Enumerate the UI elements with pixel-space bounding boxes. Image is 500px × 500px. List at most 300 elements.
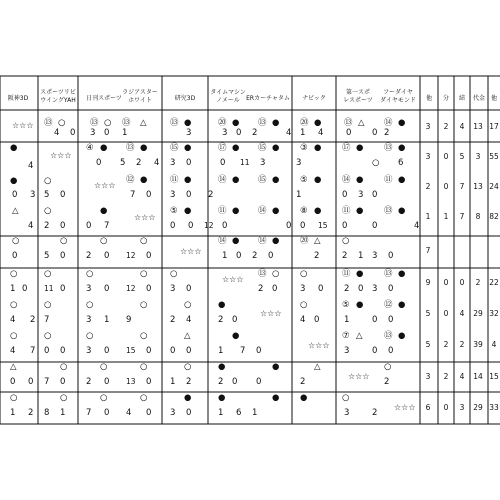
horse-number: ⑭ <box>384 118 393 128</box>
prediction-mark: ● <box>232 175 240 185</box>
prediction-mark: ● <box>10 143 18 153</box>
prediction-mark: ● <box>232 143 240 153</box>
cell-value: 1 <box>358 251 364 261</box>
cell-value: 11 <box>240 158 250 167</box>
cell-value: 2 <box>218 315 224 325</box>
prediction-mark: ● <box>398 300 406 310</box>
prediction-mark: ○ <box>60 393 68 403</box>
prediction-mark: ● <box>272 143 280 153</box>
column-header: ナビック <box>302 95 326 102</box>
prediction-mark: ○ <box>60 362 68 372</box>
cell-value: 0 <box>268 251 274 261</box>
cell-value: 3 <box>186 128 192 138</box>
prediction-mark: ● <box>314 175 322 185</box>
cell-value: 3 <box>90 128 96 138</box>
cell-value: 4 <box>154 158 160 168</box>
cell-value: 0 <box>342 221 348 231</box>
cell-value: 0 <box>232 315 238 325</box>
prediction-mark: ● <box>356 206 364 216</box>
summary-value: 2 <box>443 340 449 349</box>
rating-stars: ☆☆☆ <box>94 181 116 190</box>
horse-number: ⑬ <box>384 269 393 279</box>
summary-value: 13 <box>473 122 483 131</box>
horse-number: ⑳ <box>300 236 309 246</box>
cell-value: 4 <box>10 315 16 325</box>
cell-value: 0 <box>104 408 110 418</box>
cell-value: 5 <box>44 190 50 200</box>
cell-value: 0 <box>104 377 110 387</box>
summary-value: 29 <box>473 309 483 318</box>
horse-number: ⑪ <box>218 206 227 216</box>
prediction-mark: ● <box>272 362 280 372</box>
cell-value: 1 <box>218 346 224 356</box>
summary-value: 17 <box>489 122 499 131</box>
cell-value: 3 <box>372 251 378 261</box>
prediction-mark: ● <box>398 206 406 216</box>
prediction-mark: ● <box>272 393 280 403</box>
prediction-mark: ○ <box>86 269 94 279</box>
prediction-mark: ● <box>232 206 240 216</box>
horse-number: ⑪ <box>384 175 393 185</box>
prediction-mark: ● <box>272 206 280 216</box>
cell-value: 0 <box>372 190 378 200</box>
column-header: 研究3D <box>174 95 196 102</box>
cell-value: 2 <box>86 377 92 387</box>
cell-value: 0 <box>12 190 18 200</box>
column-header: フーダイヤ <box>383 89 413 96</box>
prediction-mark: △ <box>356 331 363 341</box>
summary-value: 0 <box>443 152 449 161</box>
prediction-mark: ○ <box>170 269 178 279</box>
cell-value: 2 <box>218 377 224 387</box>
cell-value: 0 <box>186 190 192 200</box>
prediction-mark: ○ <box>104 118 112 128</box>
horse-number: ⑳ <box>300 118 309 128</box>
summary-value: 3 <box>475 152 481 161</box>
cell-value: 0 <box>146 251 152 261</box>
horse-number: ⑧ <box>300 206 308 216</box>
cell-value: 0 <box>170 221 176 231</box>
prediction-mark: △ <box>10 362 17 372</box>
summary-value: 29 <box>473 403 483 412</box>
horse-number: ④ <box>86 143 94 153</box>
prediction-mark: ● <box>184 206 192 216</box>
summary-value: 3 <box>425 372 431 381</box>
horse-number: ⑬ <box>126 143 135 153</box>
cell-value: 4 <box>10 346 16 356</box>
horse-number: ⑪ <box>342 206 351 216</box>
rating-stars: ☆☆☆ <box>222 275 244 284</box>
cell-value: 0 <box>372 315 378 325</box>
prediction-mark: ○ <box>300 300 308 310</box>
column-header: 他 <box>425 95 433 102</box>
cell-value: 3 <box>170 408 176 418</box>
summary-value: 22 <box>489 278 499 287</box>
prediction-mark: ● <box>100 206 108 216</box>
prediction-mark: ● <box>218 362 226 372</box>
horse-number: ⑦ <box>342 331 350 341</box>
prediction-mark: ○ <box>300 269 308 279</box>
column-header: ERカーチャタム <box>246 95 290 102</box>
cell-value: 0 <box>146 377 152 387</box>
cell-value: 0 <box>60 221 66 231</box>
horse-number: ③ <box>300 143 308 153</box>
cell-value: 0 <box>170 346 176 356</box>
cell-value: 4 <box>318 128 324 138</box>
cell-value: 7 <box>130 190 136 200</box>
prediction-mark: ○ <box>184 362 192 372</box>
cell-value: 2 <box>44 221 50 231</box>
cell-value: 0 <box>388 284 394 294</box>
prediction-mark: ● <box>398 331 406 341</box>
cell-value: 1 <box>222 251 228 261</box>
prediction-mark: △ <box>314 236 321 246</box>
horse-number: ⑬ <box>258 269 267 279</box>
summary-value: 1 <box>425 212 431 221</box>
cell-value: 0 <box>286 221 292 231</box>
prediction-mark: ○ <box>140 393 148 403</box>
cell-value: 0 <box>232 377 238 387</box>
horse-number: ⑬ <box>258 118 267 128</box>
horse-number: ⑬ <box>344 118 353 128</box>
cell-value: 2 <box>28 408 34 418</box>
prediction-mark: △ <box>12 206 19 216</box>
cell-value: 3 <box>86 315 92 325</box>
horse-number: ⑪ <box>342 269 351 279</box>
summary-value: 6 <box>425 403 431 412</box>
summary-value: 3 <box>425 152 431 161</box>
column-header: 阪神3D <box>7 95 29 102</box>
prediction-mark: ● <box>272 175 280 185</box>
horse-number: ⑬ <box>122 118 131 128</box>
column-header: ダイヤモンド <box>380 97 416 104</box>
cell-value: 0 <box>60 377 66 387</box>
horse-number: ⑬ <box>90 118 99 128</box>
prediction-mark: ● <box>10 176 18 186</box>
horse-number: ⑬ <box>44 118 53 128</box>
summary-value: 55 <box>489 152 499 161</box>
summary-value: 0 <box>443 403 449 412</box>
prediction-mark: ● <box>100 143 108 153</box>
summary-value: 9 <box>425 278 431 287</box>
rating-stars: ☆☆☆ <box>394 403 416 412</box>
rating-stars: ☆☆☆ <box>50 151 72 160</box>
horse-number: ⑫ <box>126 175 135 185</box>
cell-value: 3 <box>170 190 176 200</box>
cell-value: 4 <box>286 128 292 138</box>
cell-value: 1 <box>10 284 16 294</box>
prediction-mark: ● <box>140 175 148 185</box>
cell-value: 0 <box>372 346 378 356</box>
cell-value: 0 <box>346 128 352 138</box>
cell-value: 1 <box>300 128 306 138</box>
summary-value: 1 <box>443 212 449 221</box>
column-header: ウイングYAH <box>40 97 76 104</box>
cell-value: 3 <box>170 284 176 294</box>
cell-value: 0 <box>104 251 110 261</box>
column-header: スポーツリビ <box>40 89 76 96</box>
prediction-mark: ○ <box>10 331 18 341</box>
cell-value: 4 <box>186 315 192 325</box>
summary-value: 82 <box>489 212 499 221</box>
cell-value: 12 <box>126 251 136 260</box>
prediction-mark: ● <box>356 269 364 279</box>
cell-value: 0 <box>236 128 242 138</box>
cell-value: 2 <box>30 315 36 325</box>
summary-value: 5 <box>425 340 431 349</box>
cell-value: 7 <box>30 346 36 356</box>
cell-value: 2 <box>314 251 320 261</box>
prediction-mark: ● <box>272 118 280 128</box>
prediction-mark: △ <box>358 118 365 128</box>
cell-value: 5 <box>120 158 126 168</box>
prediction-mark: ○ <box>372 158 380 168</box>
cell-value: 2 <box>258 284 264 294</box>
cell-value: 4 <box>28 161 34 171</box>
cell-value: 0 <box>146 346 152 356</box>
summary-value: 5 <box>459 152 465 161</box>
cell-value: 0 <box>372 128 378 138</box>
summary-value: 4 <box>459 309 465 318</box>
prediction-mark: ○ <box>10 393 18 403</box>
cell-value: 1 <box>60 408 66 418</box>
prediction-mark: ● <box>356 300 364 310</box>
cell-value: 7 <box>44 377 50 387</box>
cell-value: 4 <box>28 221 34 231</box>
prediction-mark: ● <box>398 143 406 153</box>
prediction-mark: ○ <box>100 362 108 372</box>
horse-number: ⑭ <box>218 236 227 246</box>
column-header: 日刊スポーツ <box>86 95 122 102</box>
summary-value: 8 <box>475 212 481 221</box>
prediction-mark: △ <box>314 362 321 372</box>
prediction-mark: ● <box>184 393 192 403</box>
cell-value: 15 <box>126 346 136 355</box>
cell-value: 2 <box>208 190 214 200</box>
cell-value: 13 <box>126 377 136 386</box>
cell-value: 3 <box>260 158 266 168</box>
column-header: 結 <box>458 95 466 102</box>
prediction-mark: ○ <box>140 362 148 372</box>
cell-value: 2 <box>186 377 192 387</box>
prediction-mark: ● <box>218 300 226 310</box>
cell-value: 0 <box>318 284 324 294</box>
rating-stars: ☆☆☆ <box>12 121 34 130</box>
prediction-mark: ● <box>140 143 148 153</box>
cell-value: 0 <box>388 251 394 261</box>
prediction-mark: ● <box>184 143 192 153</box>
prediction-mark: ● <box>314 118 322 128</box>
prediction-mark: ○ <box>44 176 52 186</box>
cell-value: 2 <box>372 408 378 418</box>
summary-value: 0 <box>459 278 465 287</box>
prediction-mark: ● <box>398 269 406 279</box>
cell-value: 7 <box>104 221 110 231</box>
prediction-mark: ○ <box>12 236 20 246</box>
cell-value: 2 <box>170 315 176 325</box>
column-header: レスポーツ <box>343 97 373 104</box>
horse-number: ⑪ <box>170 175 179 185</box>
cell-value: 0 <box>342 190 348 200</box>
cell-value: 4 <box>54 128 60 138</box>
prediction-mark: ○ <box>342 393 350 403</box>
prediction-mark: ● <box>300 393 308 403</box>
cell-value: 1 <box>170 377 176 387</box>
summary-value: 7 <box>459 182 465 191</box>
rating-stars: ☆☆☆ <box>180 247 202 256</box>
cell-value: 0 <box>86 221 92 231</box>
prediction-mark: ○ <box>10 269 18 279</box>
prediction-mark: ○ <box>44 331 52 341</box>
cell-value: 3 <box>86 346 92 356</box>
column-header: 分 <box>442 95 450 102</box>
cell-value: 0 <box>186 408 192 418</box>
column-header: 代金 <box>472 95 486 102</box>
cell-value: 5 <box>44 251 50 261</box>
cell-value: 0 <box>146 408 152 418</box>
horse-number: ⑤ <box>170 206 178 216</box>
cell-value: 9 <box>126 315 132 325</box>
horse-number: ⑭ <box>258 206 267 216</box>
prediction-mark: ○ <box>44 300 52 310</box>
prediction-mark: ● <box>232 331 240 341</box>
cell-value: 2 <box>300 377 306 387</box>
summary-value: 2 <box>443 372 449 381</box>
cell-value: 15 <box>318 221 328 230</box>
cell-value: 0 <box>236 251 242 261</box>
prediction-mark: ● <box>184 175 192 185</box>
prediction-mark: ○ <box>140 269 148 279</box>
prediction-mark: ○ <box>272 269 280 279</box>
cell-value: 1 <box>10 408 16 418</box>
cell-value: 3 <box>170 158 176 168</box>
summary-value: 4 <box>459 372 465 381</box>
cell-value: 8 <box>44 408 50 418</box>
cell-value: 0 <box>388 315 394 325</box>
cell-value: 12 <box>126 284 136 293</box>
horse-number: ⑮ <box>258 175 267 185</box>
summary-value: 0 <box>443 278 449 287</box>
cell-value: 2 <box>136 158 142 168</box>
cell-value: 0 <box>28 377 34 387</box>
prediction-mark: ● <box>398 118 406 128</box>
prediction-mark: ● <box>232 118 240 128</box>
summary-value: 0 <box>443 309 449 318</box>
cell-value: 3 <box>30 190 36 200</box>
cell-value: 3 <box>86 284 92 294</box>
cell-value: 0 <box>358 284 364 294</box>
cell-value: 1 <box>296 190 302 200</box>
cell-value: 6 <box>236 408 242 418</box>
prediction-mark: ○ <box>44 206 52 216</box>
prediction-mark: ○ <box>44 269 52 279</box>
prediction-mark: ○ <box>58 118 66 128</box>
cell-value: 0 <box>60 251 66 261</box>
summary-value: 24 <box>489 182 499 191</box>
cell-value: 0 <box>10 377 16 387</box>
prediction-mark: ● <box>356 143 364 153</box>
prediction-mark: ● <box>314 143 322 153</box>
summary-value: 0 <box>443 182 449 191</box>
cell-value: 0 <box>60 346 66 356</box>
cell-value: 1 <box>218 408 224 418</box>
prediction-mark: ○ <box>100 236 108 246</box>
column-header: 第一スポ <box>345 89 371 96</box>
summary-value: 3 <box>459 403 465 412</box>
prediction-mark: ● <box>232 236 240 246</box>
cell-value: 4 <box>126 408 132 418</box>
prediction-mark: ● <box>184 118 192 128</box>
cell-value: 12 <box>204 221 214 230</box>
prediction-mark: ● <box>356 175 364 185</box>
cell-value: 3 <box>372 284 378 294</box>
cell-value: 0 <box>372 221 378 231</box>
summary-value: 7 <box>459 212 465 221</box>
prediction-mark: ○ <box>60 236 68 246</box>
horse-number: ⑬ <box>384 331 393 341</box>
cell-value: 3 <box>300 284 306 294</box>
prediction-mark: ○ <box>140 300 148 310</box>
prediction-mark: △ <box>140 118 147 128</box>
summary-value: 2 <box>459 340 465 349</box>
summary-value: 2 <box>443 122 449 131</box>
summary-value: 32 <box>489 309 499 318</box>
cell-value: 0 <box>146 284 152 294</box>
summary-value: 13 <box>473 182 483 191</box>
cell-value: 0 <box>256 346 262 356</box>
rating-stars: ☆☆☆ <box>260 309 282 318</box>
summary-value: 4 <box>459 122 465 131</box>
cell-value: 3 <box>344 346 350 356</box>
column-header: タイムマシン <box>210 89 246 96</box>
cell-value: 0 <box>188 221 194 231</box>
summary-value: 4 <box>491 340 497 349</box>
cell-value: 7 <box>44 315 50 325</box>
prediction-mark: ● <box>272 236 280 246</box>
cell-value: 0 <box>96 158 102 168</box>
cell-value: 1 <box>122 128 128 138</box>
cell-value: 4 <box>300 315 306 325</box>
cell-value: 2 <box>342 251 348 261</box>
rating-stars: ☆☆☆ <box>308 341 330 350</box>
summary-value: 5 <box>425 309 431 318</box>
cell-value: 1 <box>344 315 350 325</box>
horse-number: ⑮ <box>170 143 179 153</box>
horse-number: ⑳ <box>218 118 227 128</box>
cell-value: 7 <box>86 408 92 418</box>
cell-value: 3 <box>344 408 350 418</box>
cell-value: 0 <box>222 221 228 231</box>
column-header: ノメール <box>216 97 240 104</box>
cell-value: 0 <box>12 251 18 261</box>
summary-value: 3 <box>425 122 431 131</box>
prediction-mark: ○ <box>86 300 94 310</box>
cell-value: 0 <box>146 190 152 200</box>
prediction-mark: ● <box>314 206 322 216</box>
prediction-mark: ● <box>398 175 406 185</box>
cell-value: 1 <box>104 315 110 325</box>
horse-number: ⑭ <box>342 175 351 185</box>
cell-value: 3 <box>296 158 302 168</box>
prediction-mark: ○ <box>140 331 148 341</box>
horse-number: ⑭ <box>218 175 227 185</box>
prediction-mark: ○ <box>100 393 108 403</box>
summary-value: 33 <box>489 403 499 412</box>
rating-stars: ☆☆☆ <box>348 372 370 381</box>
horse-number: ⑬ <box>384 143 393 153</box>
summary-value: 15 <box>489 372 499 381</box>
cell-value: 0 <box>186 346 192 356</box>
